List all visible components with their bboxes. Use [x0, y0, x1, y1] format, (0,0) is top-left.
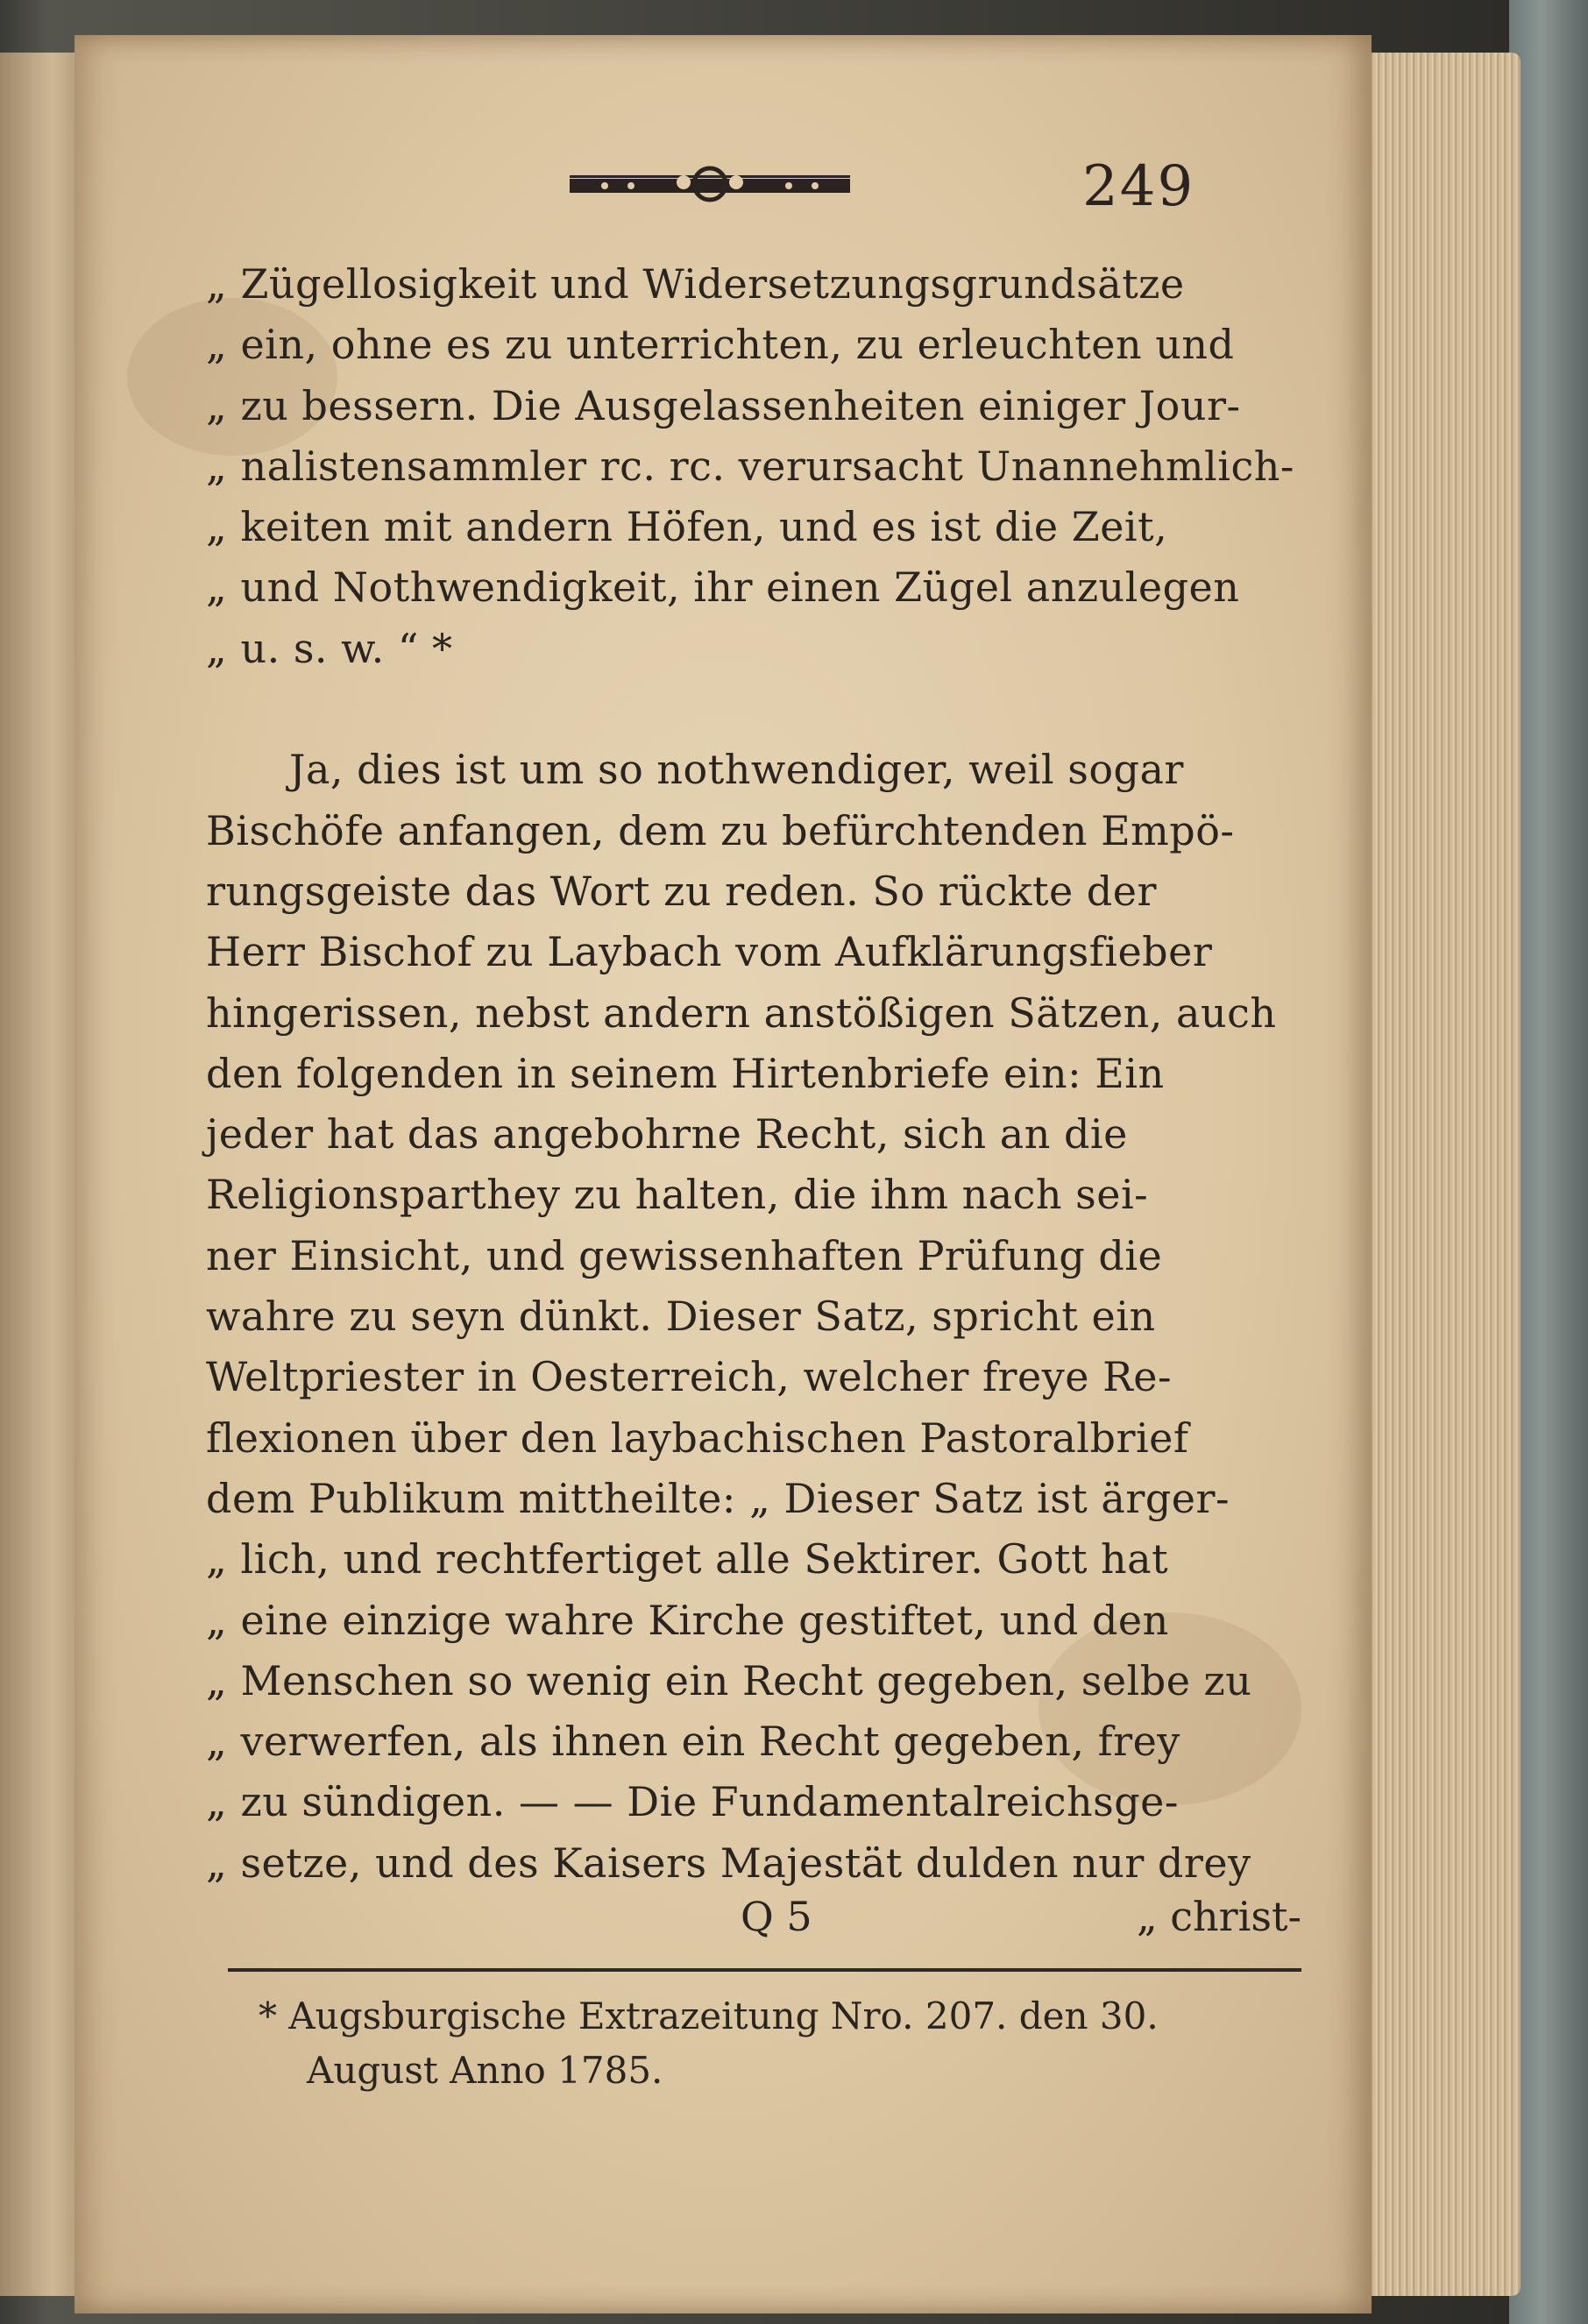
signature-mark: Q 5 [741, 1893, 812, 1940]
text-line: „ eine einzige wahre Kirche gestiftet, und den [206, 1596, 1169, 1644]
text-line: „ lich, und rechtfertiget alle Sektirer. Gott hat [206, 1535, 1169, 1584]
text-line: ner Einsicht, und gewissenhaften Prüfung die [206, 1231, 1163, 1279]
text-line: „ Zügellosigkeit und Widersetzungsgrundsätze [206, 260, 1185, 308]
text-line: wahre zu seyn dünkt. Dieser Satz, spricht ein [206, 1293, 1156, 1341]
catchword: „ christ- [1136, 1893, 1301, 1940]
text-line: „ zu sündigen. — — Die Fundamentalreichsge- [206, 1778, 1179, 1826]
page-number: 249 [1082, 154, 1195, 219]
paragraph-gap [206, 679, 1301, 740]
text-line: hingerissen, nebst andern anstößigen Sätzen, auch [206, 988, 1277, 1037]
book-cover-edge [1509, 0, 1588, 2324]
text-line: „ setze, und des Kaisers Majestät dulden nur drey [206, 1839, 1251, 1887]
text-line: rungsgeiste das Wort zu reden. So rückte der [206, 867, 1157, 915]
text-line: „ u. s. w. “ * [206, 624, 453, 672]
page-stack-edge [1367, 53, 1521, 2296]
footnote-line: August Anno 1785. [307, 2049, 663, 2092]
text-line: flexionen über den laybachischen Pastoralbrief [206, 1414, 1189, 1462]
footnote [259, 1989, 1310, 2098]
text-line: „ verwerfen, als ihnen ein Recht gegeben, frey [206, 1718, 1180, 1766]
text-line: „ keiten mit andern Höfen, und es ist die Zeit, [206, 503, 1168, 551]
text-line: dem Publikum mittheilte: „ Dieser Satz ist ärger- [206, 1474, 1230, 1522]
page-body [206, 254, 1301, 1894]
text-line: „ nalistensammler rc. rc. verursacht Unannehmlich- [206, 442, 1294, 490]
printer-ornament-icon [552, 158, 868, 210]
text-line: „ und Nothwendigkeit, ihr einen Zügel anzulegen [206, 563, 1240, 612]
page-header [74, 154, 1372, 219]
book-page [74, 35, 1372, 2313]
text-line: Bischöfe anfangen, dem zu befürchtenden Empö- [206, 806, 1235, 854]
footnote-rule [228, 1968, 1301, 1972]
facing-page-edge [0, 53, 74, 2296]
text-line: „ ein, ohne es zu unterrichten, zu erleuchten und [206, 321, 1235, 369]
text-line: „ Menschen so wenig ein Recht gegeben, selbe zu [206, 1656, 1252, 1704]
text-line: jeder hat das angebohrne Recht, sich an die [206, 1110, 1128, 1158]
text-line: Religionsparthey zu halten, die ihm nach sei- [206, 1171, 1149, 1219]
footnote-line: * Augsburgische Extrazeitung Nro. 207. den 30. [259, 1995, 1159, 2037]
text-line: „ zu bessern. Die Ausgelassenheiten einiger Jour- [206, 381, 1241, 429]
text-line: den folgenden in seinem Hirtenbriefe ein: Ein [206, 1049, 1165, 1097]
page-footer-row [206, 1893, 1301, 1954]
text-line: Weltpriester in Oesterreich, welcher freye Re- [206, 1353, 1173, 1401]
text-line: Herr Bischof zu Laybach vom Aufklärungsfieber [206, 928, 1213, 976]
text-line: Ja, dies ist um so nothwendiger, weil sogar [289, 746, 1184, 794]
